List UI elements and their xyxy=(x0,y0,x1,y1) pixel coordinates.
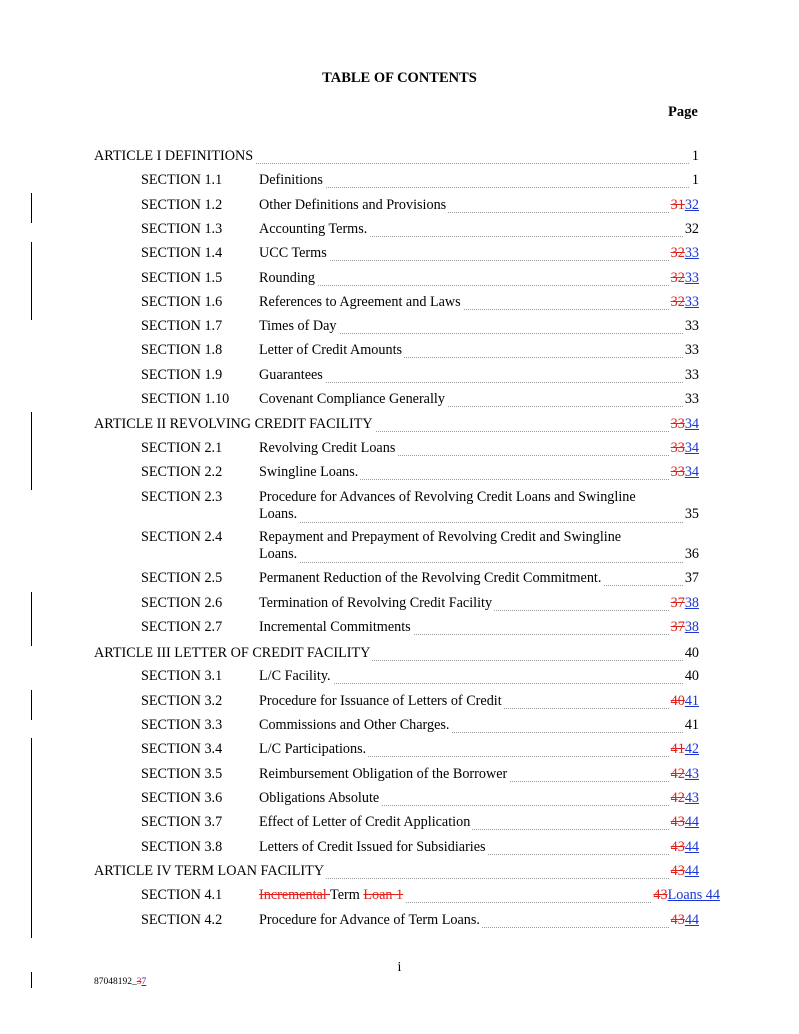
toc-section-number: SECTION 2.7 xyxy=(141,619,223,635)
toc-section-title: Rounding xyxy=(259,270,315,286)
page-number-deleted: 43 xyxy=(653,887,668,903)
toc-section-number: SECTION 1.2 xyxy=(141,197,223,213)
toc-section-title: References to Agreement and Laws xyxy=(259,294,461,310)
page-number-deleted: 43 xyxy=(670,839,685,855)
deleted-text: Incremental xyxy=(259,887,331,903)
page-number-deleted: 32 xyxy=(670,270,685,286)
page-number-inserted: 34 xyxy=(684,464,699,480)
toc-article-label: ARTICLE I DEFINITIONS xyxy=(94,148,254,164)
toc-page-number xyxy=(651,887,720,904)
page-number-inserted: 33 xyxy=(684,294,699,310)
toc-section-title: Covenant Compliance Generally xyxy=(259,391,445,407)
page-number-deleted: 43 xyxy=(670,912,685,928)
toc-section-number: SECTION 3.4 xyxy=(141,741,223,757)
toc-section-number: SECTION 2.4 xyxy=(141,529,223,545)
toc-page-number xyxy=(669,814,699,831)
toc-section-title-line-2: Loans. xyxy=(259,506,298,522)
toc-page-number xyxy=(669,766,699,783)
toc-section-number: SECTION 2.5 xyxy=(141,570,223,586)
page-number-inserted: 44 xyxy=(684,912,699,928)
page-number-deleted: 43 xyxy=(670,863,685,879)
doc-version-deleted: 3 xyxy=(136,977,142,987)
toc-section-title: UCC Terms xyxy=(259,245,327,261)
page-number-inserted: 44 xyxy=(684,839,699,855)
page-number-inserted: 34 xyxy=(684,416,699,432)
change-bar xyxy=(31,592,32,646)
toc-page-number xyxy=(669,839,699,856)
change-bar xyxy=(31,690,32,720)
toc-page-number xyxy=(669,595,699,612)
toc-page-number: 35 xyxy=(684,506,699,522)
toc-section-title: Obligations Absolute xyxy=(259,790,380,806)
toc-section-number: SECTION 1.3 xyxy=(141,221,223,237)
toc-section-title: Definitions xyxy=(259,172,323,188)
toc-section-number: SECTION 3.1 xyxy=(141,668,223,684)
footer-page-number: i xyxy=(397,960,402,975)
toc-page-number xyxy=(669,245,699,262)
toc-page-number xyxy=(669,693,699,710)
toc-section-number: SECTION 3.7 xyxy=(141,814,223,830)
toc-section-number: SECTION 3.3 xyxy=(141,717,223,733)
toc-section-title: Guarantees xyxy=(259,367,323,383)
toc-section-number: SECTION 2.1 xyxy=(141,440,223,456)
page-number-inserted: 43 xyxy=(684,790,699,806)
toc-leader-dots xyxy=(259,187,699,188)
toc-section-title: Revolving Credit Loans xyxy=(259,440,396,456)
toc-article-label: ARTICLE II REVOLVING CREDIT FACILITY xyxy=(94,416,373,432)
page-number-deleted: 32 xyxy=(670,294,685,310)
page-number-deleted: 33 xyxy=(670,440,685,456)
toc-section-number: SECTION 1.6 xyxy=(141,294,223,310)
page-number-inserted: 44 xyxy=(684,863,699,879)
toc-section-number: SECTION 3.2 xyxy=(141,693,223,709)
change-bar xyxy=(31,193,32,223)
toc-section-title: Times of Day xyxy=(259,318,337,334)
toc-section-title: Termination of Revolving Credit Facility xyxy=(259,595,493,611)
toc-section-title: L/C Facility. xyxy=(259,668,331,684)
toc-page-number: 40 xyxy=(684,668,699,684)
change-bar xyxy=(31,242,32,320)
toc-page-number: 37 xyxy=(684,570,699,586)
doc-id: 87048192_ xyxy=(94,977,137,987)
toc-section-title: Accounting Terms. xyxy=(259,221,368,237)
page-number-deleted: 32 xyxy=(670,245,685,261)
page-number-inserted: 41 xyxy=(684,693,699,709)
toc-page-number: 40 xyxy=(684,645,699,661)
toc-page-number xyxy=(669,294,699,311)
toc-page-number: 32 xyxy=(684,221,699,237)
toc-page-number xyxy=(669,790,699,807)
toc-page-number: 33 xyxy=(684,391,699,407)
toc-section-number: SECTION 1.9 xyxy=(141,367,223,383)
toc-section-title: Procedure for Issuance of Letters of Credit xyxy=(259,693,502,709)
toc-section-title-line-2: Loans. xyxy=(259,546,298,562)
toc-page-number xyxy=(669,464,699,481)
toc-section-title xyxy=(259,529,623,546)
page-number-inserted: 33 xyxy=(684,270,699,286)
toc-section-title: Permanent Reduction of the Revolving Credit Commitment. xyxy=(259,570,602,586)
footer-doc-id xyxy=(94,977,146,987)
page-column-header: Page xyxy=(668,104,698,120)
toc-page-number xyxy=(669,416,699,433)
toc-page-number xyxy=(669,619,699,636)
page-number-inserted: 42 xyxy=(684,741,699,757)
toc-title: TABLE OF CONTENTS xyxy=(322,70,477,86)
toc-leader-dots xyxy=(259,285,699,286)
page-number-deleted: 37 xyxy=(670,619,685,635)
toc-section-title: Reimbursement Obligation of the Borrower xyxy=(259,766,508,782)
page-number-deleted: 41 xyxy=(670,741,685,757)
toc-page-number: 33 xyxy=(684,342,699,358)
page-number-inserted: 34 xyxy=(684,440,699,456)
toc-page-number xyxy=(669,270,699,287)
page-number-deleted: 42 xyxy=(670,790,685,806)
toc-section-number: SECTION 4.2 xyxy=(141,912,223,928)
page-number-inserted: 38 xyxy=(684,595,699,611)
page-number-deleted: 40 xyxy=(670,693,685,709)
toc-section-title: Letters of Credit Issued for Subsidiaries xyxy=(259,839,486,855)
toc-section-number: SECTION 1.7 xyxy=(141,318,223,334)
toc-article-label: ARTICLE III LETTER OF CREDIT FACILITY xyxy=(94,645,371,661)
title-text: Term xyxy=(330,887,364,903)
toc-section-number: SECTION 3.8 xyxy=(141,839,223,855)
toc-page-number: 1 xyxy=(691,172,699,188)
toc-page-number: 36 xyxy=(684,546,699,562)
change-bar xyxy=(31,738,32,938)
toc-section-title: Incremental Commitments xyxy=(259,619,411,635)
toc-page-number: 33 xyxy=(684,318,699,334)
toc-page-number xyxy=(669,197,699,214)
toc-page-number xyxy=(669,440,699,457)
doc-version-inserted: 7 xyxy=(141,977,147,987)
toc-leader-dots xyxy=(259,522,699,523)
toc-section-title: Procedure for Advance of Term Loans. xyxy=(259,912,480,928)
toc-section-title: Other Definitions and Provisions xyxy=(259,197,447,213)
toc-section-number: SECTION 1.5 xyxy=(141,270,223,286)
page-number-inserted: 38 xyxy=(684,619,699,635)
toc-page-number: 41 xyxy=(684,717,699,733)
page-number-inserted: 32 xyxy=(684,197,699,213)
toc-section-title: L/C Participations. xyxy=(259,741,367,757)
toc-section-number: SECTION 2.2 xyxy=(141,464,223,480)
toc-section-title xyxy=(259,489,638,506)
page-number-inserted: 43 xyxy=(684,766,699,782)
title-line-1: Repayment and Prepayment of Revolving Credit and Swingline xyxy=(259,529,622,545)
toc-section-title: Effect of Letter of Credit Application xyxy=(259,814,471,830)
toc-section-title: Commissions and Other Charges. xyxy=(259,717,450,733)
page-number-deleted: 42 xyxy=(670,766,685,782)
toc-section-number: SECTION 2.3 xyxy=(141,489,223,505)
title-line-1: Procedure for Advances of Revolving Credit Loans and Swingline xyxy=(259,489,636,505)
toc-section-number: SECTION 1.10 xyxy=(141,391,230,407)
toc-section-number: SECTION 1.1 xyxy=(141,172,223,188)
toc-section-number: SECTION 4.1 xyxy=(141,887,223,903)
toc-leader-dots xyxy=(259,562,699,563)
toc-section-number: SECTION 3.5 xyxy=(141,766,223,782)
toc-page-number xyxy=(669,741,699,758)
toc-page-number: 33 xyxy=(684,367,699,383)
toc-article-label: ARTICLE IV TERM LOAN FACILITY xyxy=(94,863,325,879)
toc-page-number xyxy=(669,912,699,929)
page-number-deleted: 31 xyxy=(670,197,685,213)
toc-page-number: 1 xyxy=(691,148,699,164)
deleted-text: Loan 1 xyxy=(363,887,404,903)
toc-leader-dots xyxy=(259,382,699,383)
page-number-deleted: 33 xyxy=(670,464,685,480)
toc-section-title: Letter of Credit Amounts xyxy=(259,342,403,358)
toc-section-title: Swingline Loans. xyxy=(259,464,359,480)
page-number-deleted: 43 xyxy=(670,814,685,830)
toc-section-number: SECTION 3.6 xyxy=(141,790,223,806)
page-number-inserted: 33 xyxy=(684,245,699,261)
change-bar xyxy=(31,412,32,490)
page-number-inserted: Loans 44 xyxy=(667,887,720,903)
page-number-deleted: 33 xyxy=(670,416,685,432)
page-number-inserted: 44 xyxy=(684,814,699,830)
toc-section-number: SECTION 1.8 xyxy=(141,342,223,358)
toc-section-number: SECTION 1.4 xyxy=(141,245,223,261)
toc-section-number: SECTION 2.6 xyxy=(141,595,223,611)
page-number-deleted: 37 xyxy=(670,595,685,611)
toc-page-number xyxy=(669,863,699,880)
toc-section-title xyxy=(259,887,405,904)
